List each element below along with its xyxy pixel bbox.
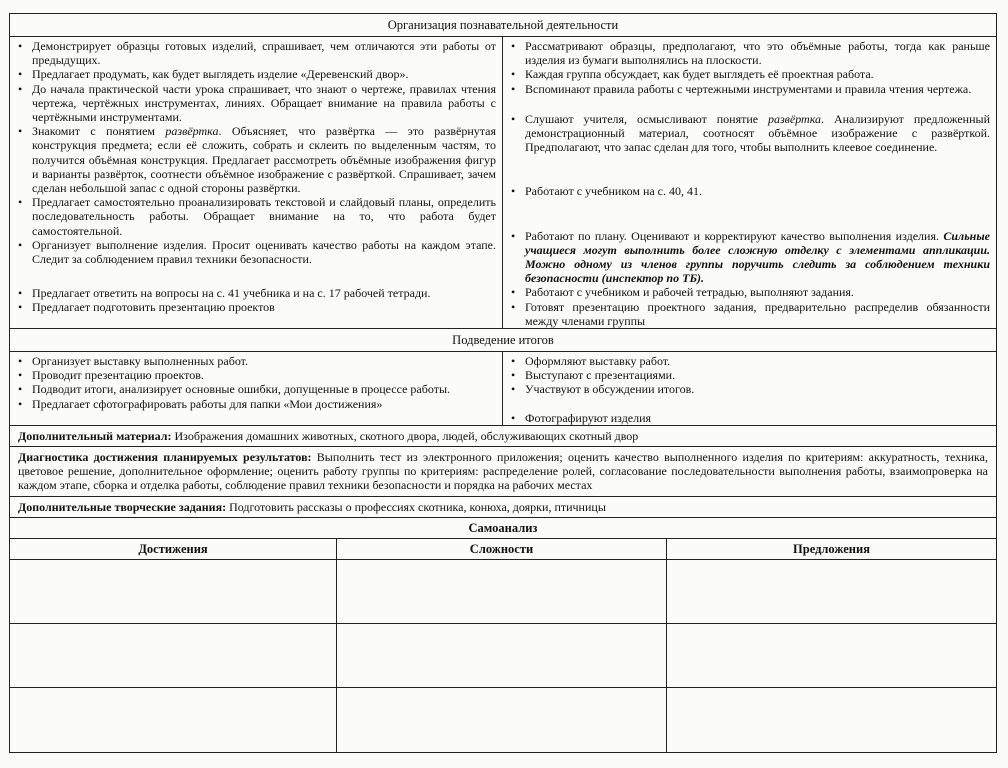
student-item: • Выступают с презентациями. [511,368,990,382]
diagnostics-text: Выполнить тест из электронного приложения; оценить качество выполненного изделия по критериям: аккуратность, техника, цветовое решение, дополнительное оформление; оценить работу группы по критериям: распределение ролей, согласование последовательности выполнения работы, взаимопроверка на каждом этапе, сборка и отделка работы, соблюдение правил техники безопасности и порядка на рабочих местах [18,450,988,493]
extra-material-text: Изображения домашних животных, скотного двора, людей, обслуживающих скотный двор [171,428,639,443]
student-item: • Работают с учебником на с. 40, 41. [511,184,990,198]
teacher-item: • Предлагает самостоятельно проанализировать текстовой и слайдовый планы, определить последовательность работы. Обращает внимание на то, что работа будет самостоятельной. [18,195,496,238]
student-item: • Слушают учителя, осмысливают понятие развёртка. Анализируют предложенный демонстрационный материал, соотносят объёмное изображение с развёрткой. Предполагают, что запас сделан для того, чтобы выполнить клеевое соединение. [511,112,990,155]
teacher-item: • Организует выставку выполненных работ. [18,354,496,368]
student-item: • Участвуют в обсуждении итогов. [511,382,990,396]
student-item: • Готовят презентацию проектного задания, предварительно распределив обязанности между членами группы [511,300,990,328]
section-title-summary: Подведение итогов [10,329,996,352]
column-header-achievements: Достижения [10,539,337,560]
self-analysis-section [10,518,996,752]
lesson-plan-table [9,13,997,753]
empty-cell [337,560,667,624]
student-item: • Вспоминают правила работы с чертежными инструментами и правила чтения чертежа. [511,82,990,96]
teacher-item: • Организует выполнение изделия. Просит оценивать качество работы на каждом этапе. Следит за соблюдением правил техники безопасности. [18,238,496,266]
empty-cell [337,624,667,688]
term-razvertka: развёртка [768,111,822,126]
student-summary-column [503,352,996,425]
column-header-difficulties: Сложности [337,539,667,560]
teacher-item: • Предлагает подготовить презентацию проектов [18,300,496,314]
student-item: • Работают по плану. Оценивают и корректируют качество выполнения изделия. Сильные учащиеся могут выполнить более сложную отделку с элементами аппликации. Можно одному из членов группы поручить следить за соблюдением техники безопасности (инспектор по ТБ). [511,229,990,286]
extra-material-label: Дополнительный материал: [18,428,172,443]
creative-tasks-row [10,497,996,518]
student-item: • Фотографируют изделия [511,411,990,425]
teacher-item: • Проводит презентацию проектов. [18,368,496,382]
teacher-item: • Предлагает ответить на вопросы на с. 41 учебника и на с. 17 рабочей тетради. [18,286,496,300]
summary-row [10,352,996,426]
diagnostics-label: Диагностика достижения планируемых результатов: [18,450,312,465]
empty-cell [667,560,996,624]
term-razvertka: развёртка [165,124,219,139]
teacher-item: • Предлагает сфотографировать работы для папки «Мои достижения» [18,397,496,411]
empty-cell [10,688,337,752]
creative-tasks-text: Подготовить рассказы о профессиях скотника, конюха, доярки, птичницы [226,499,606,514]
self-analysis-title: Самоанализ [10,518,996,539]
empty-cell [337,688,667,752]
diagnostics-row [10,447,996,497]
teacher-item: • Демонстрирует образцы готовых изделий, спрашивает, чем отличаются эти работы от предыдущих. [18,39,496,67]
column-header-suggestions: Предложения [667,539,996,560]
empty-cell [667,624,996,688]
creative-tasks-label: Дополнительные творческие задания: [18,499,227,514]
student-item: • Рассматривают образцы, предполагают, что это объёмные работы, тогда как раньше изделия из бумаги выполнялись на плоскости. [511,39,990,67]
extra-material-row [10,426,996,447]
cognitive-activity-row [10,37,996,329]
self-analysis-grid [10,539,996,752]
student-activity-column [503,37,996,328]
teacher-item: • До начала практической части урока спрашивает, что знают о чертеже, правилах чтения чертежа, чертёжных инструментах, линиях. Обращает внимание на правила работы с чертёжными инструментами. [18,82,496,125]
empty-cell [10,624,337,688]
section-title-cognitive-activity: Организация познавательной деятельности [10,14,996,37]
student-item: • Оформляют выставку работ. [511,354,990,368]
strong-students-note: Сильные учащиеся могут выполнить более сложную отделку с элементами аппликации. Можно одному из членов группы поручить следить за соблюдением техники безопасности (инспектор по ТБ). [525,228,990,286]
student-item: • Работают с учебником и рабочей тетрадью, выполняют задания. [511,285,990,299]
teacher-item: • Знакомит с понятием развёртка. Объясняет, что развёртка — это развёрнутая конструкция предмета; если её сложить, собрать и склеить по выделенным частям, то получится объёмная конструкция. Предлагает рассмотреть объёмные изображения фигур и варианты развёрток, соотнести объёмное изображение с развёрткой. Спрашивает, зачем сделан небольшой запас с одной стороны развёртки. [18,124,496,195]
teacher-item: • Подводит итоги, анализирует основные ошибки, допущенные в процессе работы. [18,382,496,396]
empty-cell [667,688,996,752]
teacher-activity-column [10,37,503,328]
empty-cell [10,560,337,624]
student-item: • Каждая группа обсуждает, как будет выглядеть её проектная работа. [511,67,990,81]
teacher-item: • Предлагает продумать, как будет выглядеть изделие «Деревенский двор». [18,67,496,81]
teacher-summary-column [10,352,503,425]
